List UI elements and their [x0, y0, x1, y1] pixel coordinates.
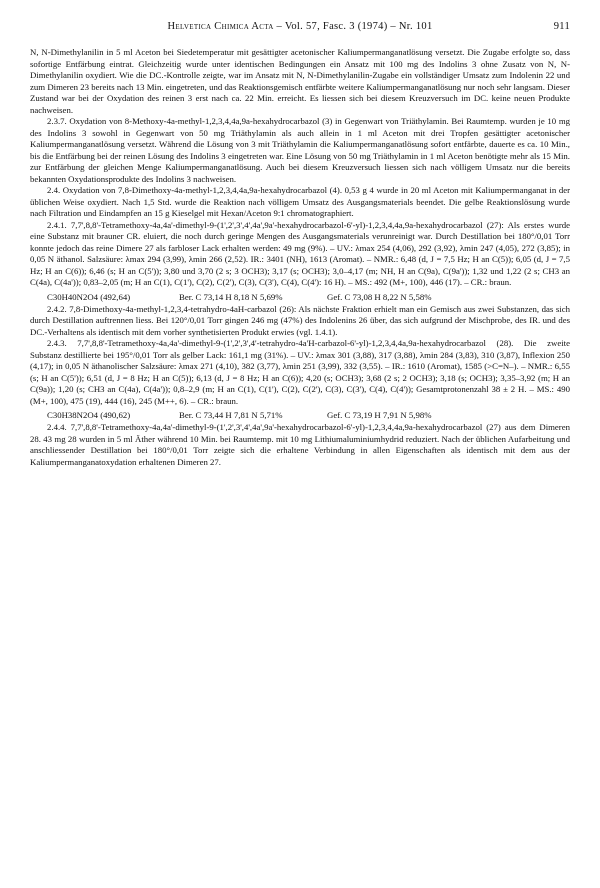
paragraph: 2.4.3. 7,7',8,8'-Tetramethoxy-4a,4a'-dimethyl-9-(1',2',3',4'-tetrahydro-4a'H-carbazol-6'-yl)-1,2,3,4,4a,9a-hexahydrocarbazol (28). Die zweite Substanz destillierte bei 195°/0,01 Torr als gelber Lack: 161,1 mg (31%). – UV.: λmax 301 (3,88), 317 (3,88), λmin 284 (3,83), 310 (3,87), Inflexion 250 (4,17); in 0,05 N äthanolischer Salzsäure: λmax 271 (4,10), 382 (3,77), λmin 251 (3,99), 332 (3,55). – IR.: 1610 (Aromat), 1585 (>C=N–). – NMR.: 6,55 (s; H an C(5')); 6,51 (d, J = 8 Hz; H an C(5)); 6,13 (d, J = 8 Hz; H an C(6)); 4,20 (s; OCH3); 3,68 (2 s; 2 OCH3); 3,18 (s; OCH3); 3,35–3,92 (m; H an C(9a)); 1,20 (s; CH3 an C(4a), C(4a')); 0,8–2,9 (m; H an C(1), C(1'), C(2), C(2'), C(3), C(3'), C(4), C(4')); Gesamtprotonenzahl 38 ± 2 H. – MS.: 490 (M+, 100), 475 (19), 444 (16), 245 (M++, 6). – CR.: braun. [30, 338, 570, 406]
journal-name: Helvetica Chimica Acta [167, 21, 274, 32]
paragraph: 2.4. Oxydation von 7,8-Dimethoxy-4a-methyl-1,2,3,4,4a,9a-hexahydrocarbazol (4). 0,53 g 4 wurde in 20 ml Aceton mit Kaliumpermanganat in der üblichen Weise oxydiert. Nach 1,5 Std. wurde die Reaktion nach völligem Umsatz des Ausgangsmaterials beendet. Die gelbe Reaktionslösung wurde nach Filtration und Eindampfen an 15 g Kieselgel mit Hexan/Aceton 9:1 chromatographiert. [30, 185, 570, 218]
molecular-formula: C30H40N2O4 (492,64) [47, 291, 131, 302]
paragraph: 2.4.1. 7,7',8,8'-Tetramethoxy-4a,4a'-dimethyl-9-(1',2',3',4',4a',9a'-hexahydrocarbazol-6'-yl)-1,2,3,4,4a,9a-hexahydrocarbazol (27): Als erstes wurde eine Substanz mit brauner CR. eluiert, die noch durch geringe Mengen des Ausgangsmaterials verunreinigt war. Durch Destillation bei 180°/0,01 Torr konnte jedoch das reine Dimere 27 als farbloser Lack erhalten werden: 49 mg (9%). – UV.: λmax 254 (4,06), 292 (3,92), λmin 247 (4,05), 272 (3,85); in 0,05 N äthanol. Salzsäure: λmax 294 (3,99), λmin 266 (2,52). IR.: 3401 (NH), 1613 (Aromat). – NMR.: 6,48 (d, J = 7,5 Hz; H an C(5)); 6,05 (d, J = 7,5 Hz; H an C(6)); 6,46 (s; H an C(5')); 3,80 und 3,70 (2 s; 3 OCH3); 3,17 (s; OCH3); 3,0–4,17 (m; NH, H an C(9a), C(9a')); 1,32 und 1,22 (2 s; CH3 an C(4a), C(4a')); 0,83–2,05 (m; H an C(1), C(1'), C(2), C(2'), C(3), C(3'), C(4), C(4'): 16 H). – MS.: 492 (M+, 100), 446 (17). – CR.: braun. [30, 219, 570, 287]
found-values: Gef. C 73,08 H 8,22 N 5,58% [327, 291, 432, 302]
issue-details: – Vol. 57, Fasc. 3 (1974) – Nr. 101 [273, 21, 433, 32]
elemental-analysis [30, 409, 570, 421]
calculated-values: Ber. C 73,44 H 7,81 N 5,71% [179, 410, 283, 420]
paragraph: N, N-Dimethylanilin in 5 ml Aceton bei Siedetemperatur mit gesättigter acetonischer Kaliumpermanganatlösung versetzt. Die Zugabe erfolgte so, dass sofortige Entfärbung eintrat. Gleichzeitig wurde unter identischen Bedingungen ein Ansatz mit 100 mg des Indolins 3 ohne Zusatz von N, N-Dimethylanilin oxydiert. Wie die DC.-Kontrolle zeigte, war im Ansatz mit N, N-Dimethylanilin-Zugabe ein vollständiger Umsatz zum Indolenin 22 und zum Dimeren 23 bereits nach 13 Min. eingetreten, und das Reaktionsgemisch entfärbte weitere Kaliumpermanganatlösung nur noch sehr langsam. Dieser Zustand war bei der Oxydation des reinen 3 erst nach ca. 22 Min. erreicht. Es liessen sich bei diesem Kreuzversuch im DC. keine neuen Produkte nachweisen. [30, 47, 570, 115]
found-values: Gef. C 73,19 H 7,91 N 5,98% [327, 410, 432, 420]
molecular-formula: C30H38N2O4 (490,62) [47, 410, 131, 420]
article-body [30, 47, 570, 468]
paragraph: 2.4.4. 7,7',8,8'-Tetramethoxy-4a,4a'-dimethyl-9-(1',2',3',4',4a',9a'-hexahydrocarbazol-6'-yl)-1,2,3,4,4a,9a-hexahydrocarbazol (27) aus dem Dimeren 28. 43 mg 28 wurden in 5 ml Äther während 10 Min. bei Raumtemp. mit 10 mg Lithiumaluminiumhydrid reduziert. Nach der üblichen Aufarbeitung und anschliessender Destillation bei 180°/0,01 Torr zeigte sich die erhaltene Verbindung in allen Eigenschaften als identisch mit dem aus der Kaliumpermanganatoxydation erhaltenen Dimeren 27. [30, 422, 570, 467]
paragraph: 2.4.2. 7,8-Dimethoxy-4a-methyl-1,2,3,4-tetrahydro-4aH-carbazol (26): Als nächste Fraktion erhielt man ein Gemisch aus zwei Substanzen, das sich durch Destillation auftrennen liess. Bei 120°/0,01 Torr gingen 246 mg (47%) des Indolenins 26 über, das sich aufgrund der Mischprobe, des IR. und des DC.-Verhaltens als identisch mit dem vorher synthetisierten Produkt erwies (vgl. 1.4.1). [30, 303, 570, 337]
calculated-values: Ber. C 73,14 H 8,18 N 5,69% [179, 291, 283, 302]
page-number: 911 [553, 21, 570, 32]
running-header [30, 21, 570, 35]
paragraph: 2.3.7. Oxydation von 8-Methoxy-4a-methyl-1,2,3,4,4a,9a-hexahydrocarbazol (3) in Gegenwart von Triäthylamin. Bei Raumtemp. wurden je 10 mg des Indolins 3 sowohl in Gegenwart von 50 mg Triäthylamin als auch allein in 1 ml Aceton mit drei Tropfen gesättigter acetonischer Kaliumpermanganatlösung versetzt. Während die Lösung von 3 mit Triäthylamin die Kaliumpermanganatlösung sofort entfärbte, dauerte es ca. 10 Min., bis die Entfärbung bei der reinen Lösung des Indolins 3 eingetreten war. Eine Lösung von 50 mg Triäthylamin in 1 ml Aceton benötigte mehr als 15 Min. zur Entfärbung der gleichen Menge Kaliumpermanganatlösung. Auch bei diesem Kreuzversuch liessen sich nach völligem Umsatz nur die bereits bekannten Oxydationsprodukte des Indolins 3 nachweisen. [30, 116, 570, 184]
elemental-analysis [30, 291, 570, 303]
